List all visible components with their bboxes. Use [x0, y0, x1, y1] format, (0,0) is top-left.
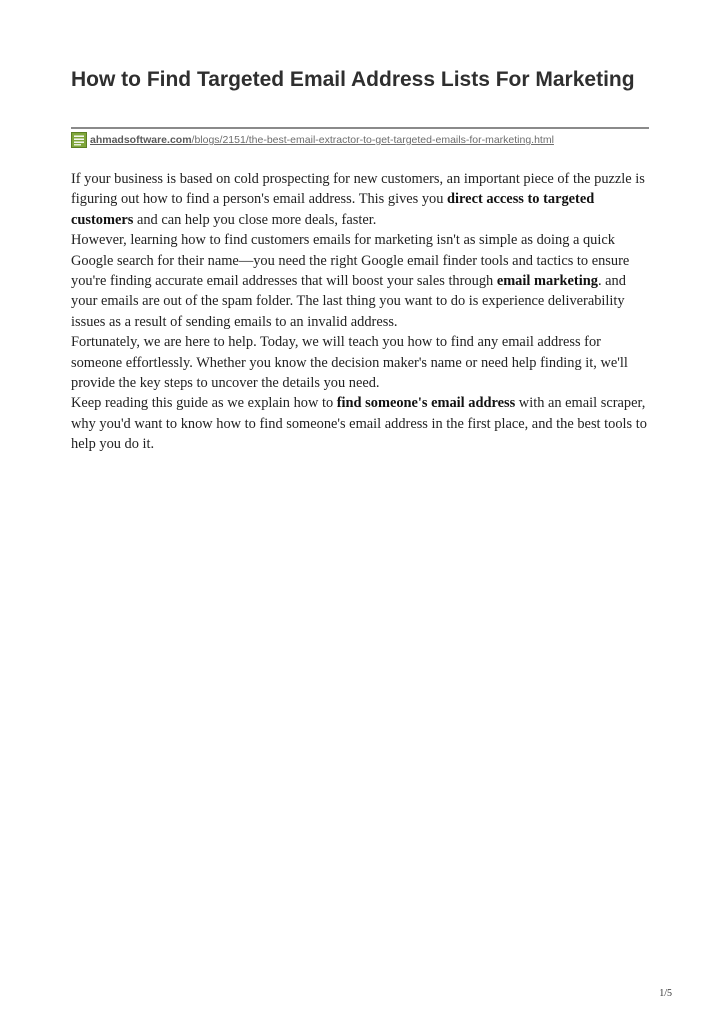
paragraph-intro: [71, 169, 651, 230]
bold-phrase: direct access to targeted customers: [71, 191, 595, 228]
paragraph-text: . and your emails are out of the spam folder. The last thing you want to do is experience deliverability issues as a result of sending emails to an invalid address.: [71, 273, 626, 330]
bold-phrase: email marketing: [496, 273, 598, 290]
source-path[interactable]: /blogs/2151/the-best-email-extractor-to-get-targeted-emails-for-marketing.html: [191, 134, 554, 146]
source-domain[interactable]: ahmadsoftware.com: [90, 134, 192, 146]
page-title: How to Find Targeted Email Address Lists For Marketing: [71, 68, 635, 91]
paragraph-text: Keep reading this guide as we explain how to: [71, 395, 337, 412]
source-link[interactable]: [71, 131, 554, 149]
title-divider: [71, 127, 649, 129]
paragraph-text: If your business is based on cold prospecting for new customers, an important piece of the puzzle is figuring out how to find a person's email address. This gives you: [71, 171, 645, 208]
paragraph-fortunately: [71, 332, 651, 393]
page-number: 1/5: [659, 988, 672, 999]
paragraph-text: However, learning how to find customers emails for marketing isn't as simple as doing a quick Google search for their name—you need the right Google email finder tools and tactics to ensure you're finding accurate email addresses that will boost your sales through: [71, 232, 630, 290]
paragraph-text: with an email scraper, why you'd want to know how to find someone's email address in the first place, and the best tools to help you do it.: [71, 395, 647, 453]
paragraph-text: Fortunately, we are here to help. Today, we will teach you how to find any email address for someone effortlessly. Whether you know the decision maker's name or need help finding it, we'll provide the key steps to uncover the details you need.: [71, 334, 628, 392]
bold-phrase: find someone's email address: [336, 395, 516, 412]
paragraph-text: and can help you close more deals, faster.: [133, 211, 377, 228]
document-icon: [71, 132, 87, 148]
paragraph-keep-reading: [71, 393, 651, 454]
paragraph-however: [71, 230, 651, 332]
article-body: [71, 169, 651, 455]
